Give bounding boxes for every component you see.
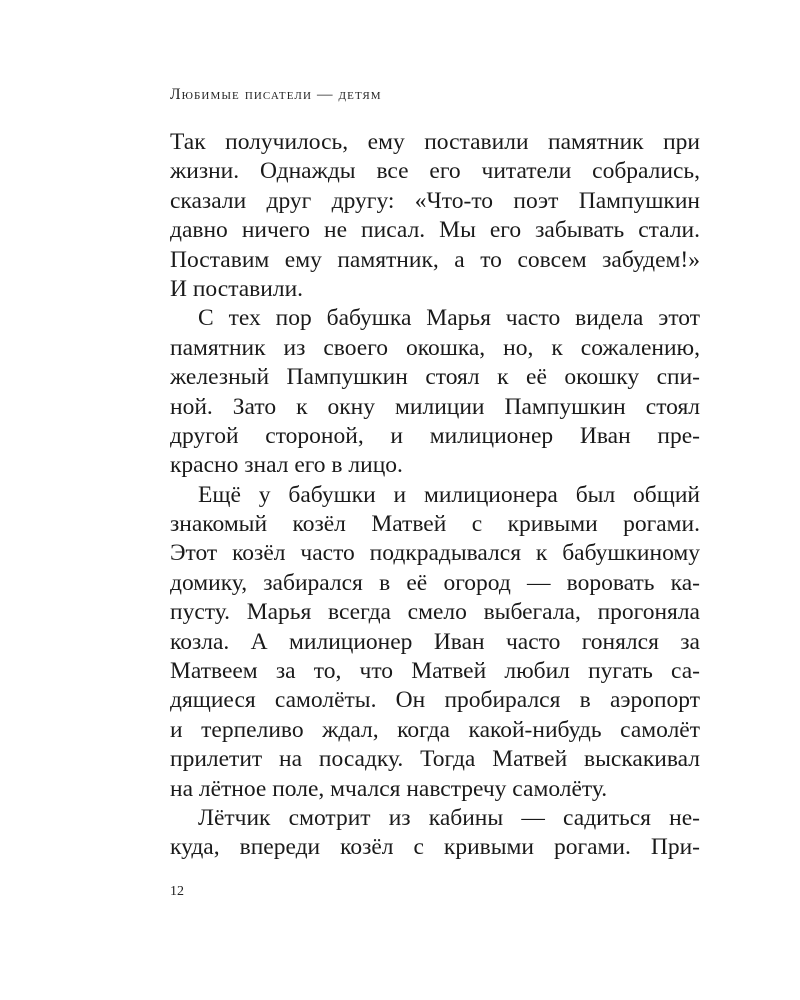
- text-line: прилетит на посадку. Тогда Матвей выскакивал: [170, 746, 700, 773]
- body-text: [170, 128, 700, 863]
- text-line: И поставили.: [170, 275, 304, 302]
- text-line: другой стороной, и милиционер Иван пре-: [170, 422, 700, 449]
- text-line: пусту. Марья всегда смело выбегала, прогоняла: [170, 599, 700, 626]
- text-line: Поставим ему памятник, а то совсем забудем!»: [170, 246, 700, 273]
- text-line: красно знал его в лицо.: [170, 452, 403, 479]
- running-head: Любимые писатели — детям: [170, 86, 382, 103]
- text-line: куда, впереди козёл с кривыми рогами. При-: [170, 834, 700, 861]
- paragraph: [170, 128, 700, 304]
- text-line: домику, забирался в её огород — воровать ка-: [170, 569, 700, 596]
- text-line: ной. Зато к окну милиции Пампушкин стоял: [170, 393, 700, 420]
- text-line: С тех пор бабушка Марья часто видела этот: [198, 305, 700, 332]
- text-line: и терпеливо ждал, когда какой-нибудь самолёт: [170, 716, 700, 743]
- text-line: сказали друг другу: «Что-то поэт Пампушкин: [170, 187, 700, 214]
- text-line: Так получилось, ему поставили памятник при: [170, 129, 700, 155]
- text-line: памятник из своего окошка, но, к сожалению,: [170, 334, 700, 361]
- text-line: давно ничего не писал. Мы его забывать стали.: [170, 217, 700, 244]
- text-line: жизни. Однажды все его читатели собрались,: [170, 158, 700, 185]
- text-line: Этот козёл часто подкрадывался к бабушкиному: [170, 540, 700, 567]
- paragraph: [170, 481, 700, 804]
- text-line: знакомый козёл Матвей с кривыми рогами.: [170, 511, 700, 538]
- text-line: Лётчик смотрит из кабины — садиться не-: [198, 804, 700, 831]
- text-line: Матвеем за то, что Матвей любил пугать са-: [170, 658, 700, 685]
- text-line: козла. А милиционер Иван часто гонялся за: [170, 628, 700, 655]
- text-line: дящиеся самолёты. Он пробирался в аэропорт: [170, 687, 700, 714]
- page-number: 12: [170, 884, 184, 899]
- paragraph: [170, 804, 700, 863]
- text-line: железный Пампушкин стоял к её окошку спи-: [170, 364, 700, 391]
- text-line: Ещё у бабушки и милиционера был общий: [198, 481, 700, 508]
- paragraph: [170, 304, 700, 480]
- text-line: на лётное поле, мчался навстречу самолёту.: [170, 775, 608, 802]
